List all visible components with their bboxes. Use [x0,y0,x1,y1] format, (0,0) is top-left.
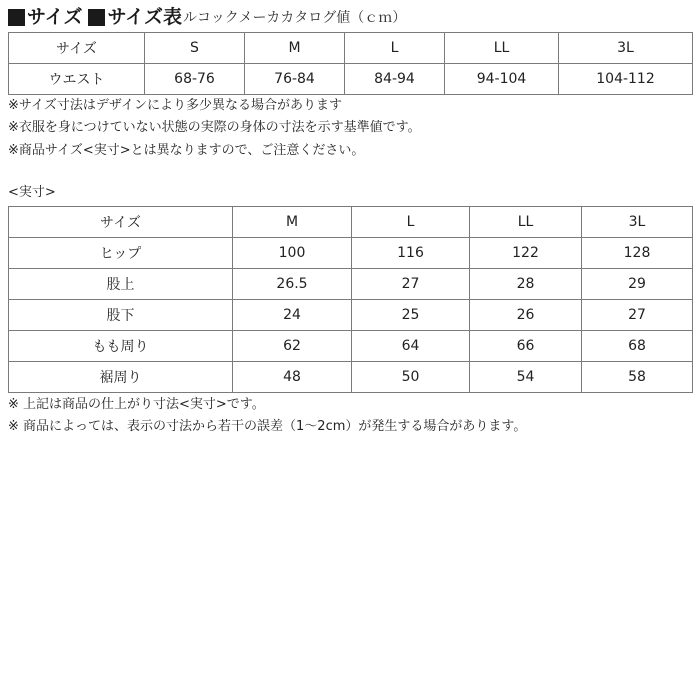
table-cell: 54 [470,362,582,393]
header-cell: L [345,33,445,64]
header-cell: 3L [559,33,693,64]
table-row [9,362,693,393]
table-cell: 27 [582,300,693,331]
table-cell: 50 [352,362,470,393]
row-label-cell: ヒップ [9,238,233,269]
table-cell: 76-84 [245,64,345,95]
table-cell: 24 [233,300,352,331]
table-row [9,269,693,300]
page-title [8,3,406,29]
title-subtitle: ルコックメーカカタログ値（ｃｍ） [182,10,407,26]
row-label-cell: 股上 [9,269,233,300]
table-header-row [9,33,693,64]
table-row [9,300,693,331]
table-cell: 29 [582,269,693,300]
table-cell: 66 [470,331,582,362]
catalog-size-table [8,32,693,95]
row-label-cell: 裾周り [9,362,233,393]
table-cell: 104-112 [559,64,693,95]
table-cell: 26.5 [233,269,352,300]
table-row [9,238,693,269]
table-cell: 100 [233,238,352,269]
table-cell: 116 [352,238,470,269]
table-cell: 84-94 [345,64,445,95]
note-body-measurement: ※衣服を身につけていない状態の実際の身体の寸法を示す基準値です。 [8,120,421,135]
header-cell: L [352,207,470,238]
note-measurement-error: ※ 商品によっては、表示の寸法から若干の誤差（1〜2cm）が発生する場合があります。 [8,419,527,434]
table-cell: 58 [582,362,693,393]
header-cell: S [145,33,245,64]
title-size-table: サイズ表 [107,6,182,28]
header-cell: M [245,33,345,64]
table-row [9,331,693,362]
table-cell: 64 [352,331,470,362]
note-caution: ※商品サイズ<実寸>とは異なりますので、ご注意ください。 [8,143,365,158]
square-bullet-icon [8,9,25,26]
table-cell: 26 [470,300,582,331]
header-cell: LL [470,207,582,238]
table-header-row [9,207,693,238]
table-cell: 128 [582,238,693,269]
actual-size-table [8,206,693,393]
table-cell: 68 [582,331,693,362]
row-label-cell: もも周り [9,331,233,362]
header-cell: サイズ [9,207,233,238]
table-cell: 27 [352,269,470,300]
note-finished-size: ※ 上記は商品の仕上がり寸法<実寸>です。 [8,397,265,412]
header-cell: M [233,207,352,238]
table-cell: 28 [470,269,582,300]
header-cell: LL [445,33,559,64]
table-cell: 48 [233,362,352,393]
actual-size-label: <実寸> [8,185,56,200]
table-cell: 122 [470,238,582,269]
header-cell: 3L [582,207,693,238]
table-cell: 68-76 [145,64,245,95]
header-cell: サイズ [9,33,145,64]
note-size-variance: ※サイズ寸法はデザインにより多少異なる場合があります [8,98,342,113]
square-bullet-icon [88,9,105,26]
table-cell: 94-104 [445,64,559,95]
table-cell: 25 [352,300,470,331]
table-cell: 62 [233,331,352,362]
row-label-cell: ウエスト [9,64,145,95]
row-label-cell: 股下 [9,300,233,331]
title-size: サイズ [27,6,83,28]
table-row [9,64,693,95]
